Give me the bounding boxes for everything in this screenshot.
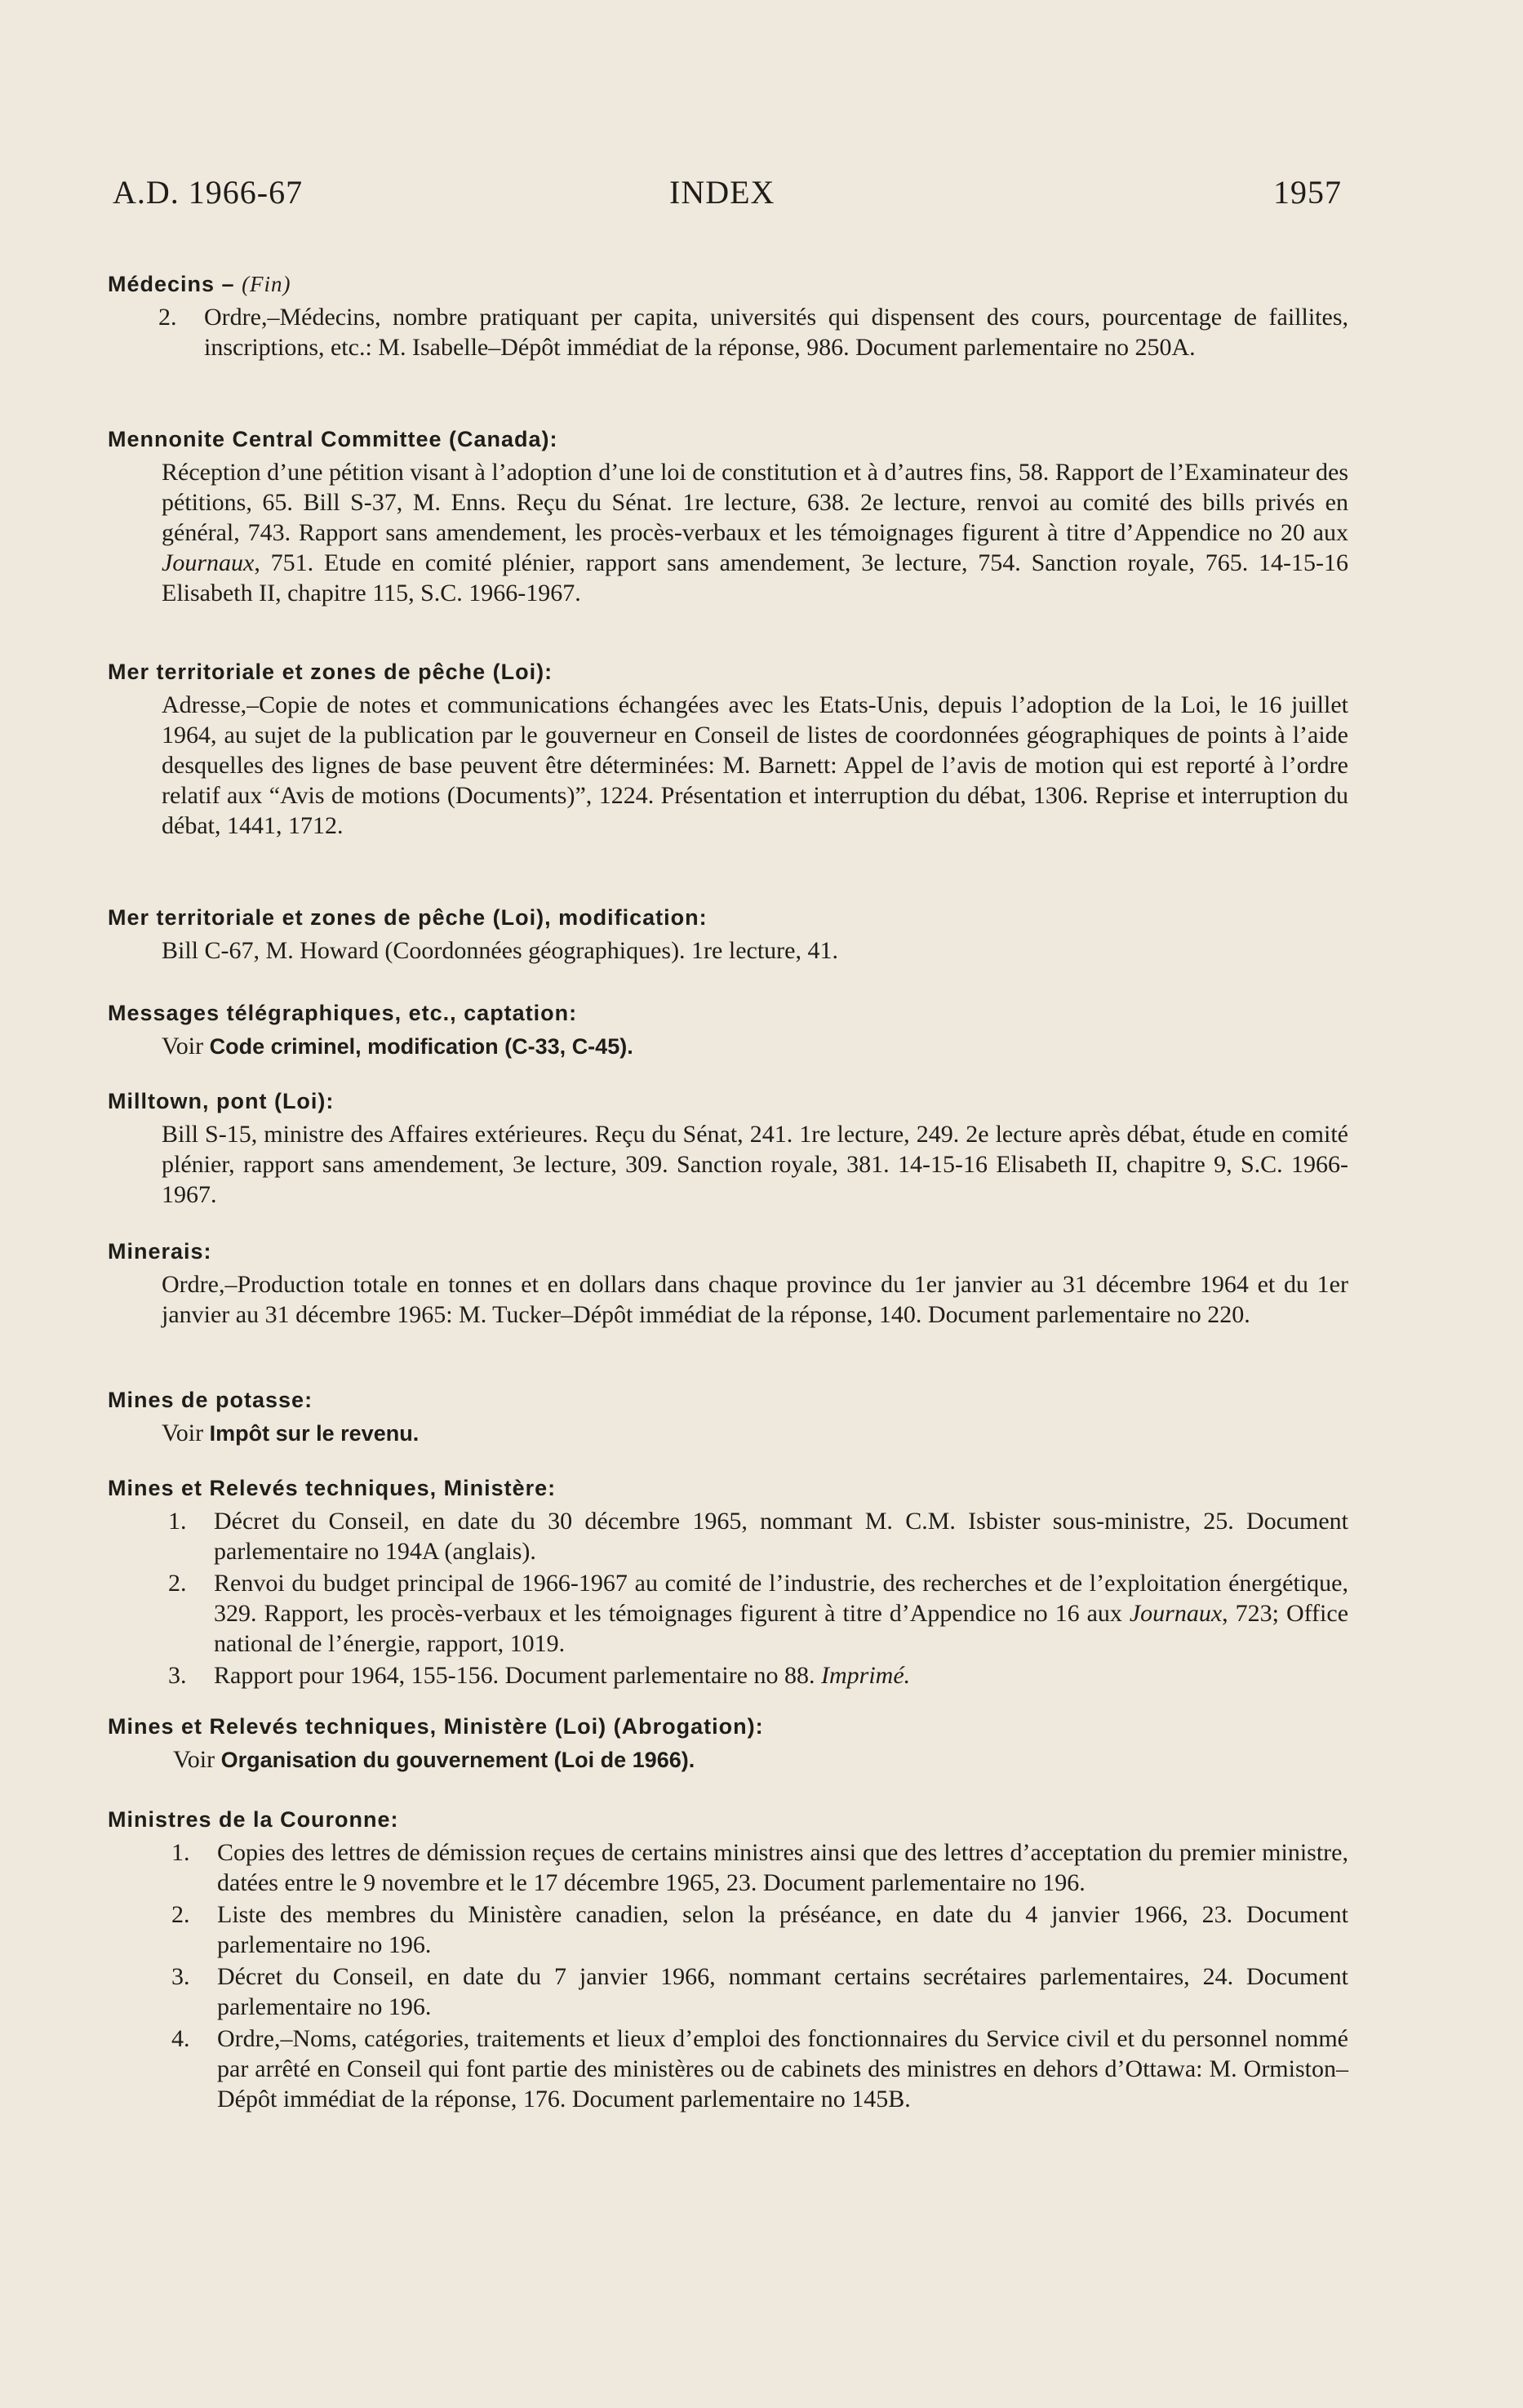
entry-medecins [108, 272, 1348, 364]
entry-mennonite [108, 427, 1348, 608]
entry-text: Bill C-67, M. Howard (Coordonnées géographiques). 1re lecture, 41. [162, 937, 838, 964]
cross-reference: Code criminel, modification (C-33, C-45). [209, 1034, 633, 1059]
running-head-title: INDEX [669, 174, 775, 211]
cross-reference: Organisation du gouvernement (Loi de 1966). [220, 1748, 695, 1772]
entry-mines-releves [108, 1476, 1348, 1692]
list-item: 2. Ordre,–Médecins, nombre pratiquant per capita, universités qui dispensent des cours, pourcentage de faillites, inscriptions, etc.: M. Isabelle–Dépôt immédiat de la réponse, 986. Document parlementaire no 250A. [158, 304, 1348, 361]
list-item: 1. Copies des lettres de démission reçues de certains ministres ainsi que des lettres d’acceptation du premier ministre, datées entre le 9 novembre et le 17 décembre 1965, 23. Document parlementaire no 196. [171, 1839, 1348, 1896]
list-item: 1. Décret du Conseil, en date du 30 décembre 1965, nommant M. C.M. Isbister sous-ministre, 25. Document parlementaire no 194A (anglais). [168, 1508, 1348, 1565]
entry-text: Voir Impôt sur le revenu. [162, 1419, 420, 1446]
entry-heading: Minerais: [108, 1239, 212, 1264]
entry-heading: Ministres de la Couronne: [108, 1807, 399, 1832]
entry-text: Bill S-15, ministre des Affaires extérieures. Reçu du Sénat, 241. 1re lecture, 249. 2e lecture après débat, étude en comité plénier, rapport sans amendement, 3e lecture, 309. Sanction royale, 381. 14-15-16 Elisabeth II, chapitre 9, S.C. 1966-1967. [162, 1121, 1348, 1208]
entry-mines-releves-loi [108, 1714, 1348, 1775]
entry-heading: Messages télégraphiques, etc., captation: [108, 1001, 578, 1025]
entry-heading: Mines et Relevés techniques, Ministère (Loi) (Abrogation): [108, 1714, 764, 1739]
list-item: 3. Décret du Conseil, en date du 7 janvier 1966, nommant certains secrétaires parlementaires, 24. Document parlementaire no 196. [171, 1963, 1348, 2020]
entry-text: Adresse,–Copie de notes et communications échangées avec les Etats-Unis, depuis l’adoption de la Loi, le 16 juillet 1964, au sujet de la publication par le gouverneur en Conseil de listes de coordonnées géographiques de points à l’aide desquelles des lignes de base peuvent être déterminées: M. Barnett: Appel de l’avis de motion qui est reporté à l’ordre relatif aux “Avis de motions (Documents)”, 1224. Présentation et interruption du débat, 1306. Reprise et interruption du débat, 1441, 1712. [162, 691, 1348, 839]
entry-mer-territoriale [108, 660, 1348, 841]
cross-reference: Impôt sur le revenu. [209, 1421, 420, 1446]
entry-heading: Mer territoriale et zones de pêche (Loi), modification: [108, 905, 708, 930]
entry-ministres [108, 1807, 1348, 2116]
entry-heading: Mer territoriale et zones de pêche (Loi): [108, 660, 553, 684]
entry-heading: Mennonite Central Committee (Canada): [108, 427, 558, 451]
entry-heading: Milltown, pont (Loi): [108, 1089, 335, 1113]
entry-heading: Mines et Relevés techniques, Ministère: [108, 1476, 557, 1500]
entry-text: Ordre,–Production totale en tonnes et en dollars dans chaque province du 1er janvier au 31 décembre 1964 et du 1er janvier au 31 décembre 1965: M. Tucker–Dépôt immédiat de la réponse, 140. Document parlementaire no 220. [162, 1271, 1348, 1328]
list-item: 4. Ordre,–Noms, catégories, traitements et lieux d’emploi des fonctionnaires du Service civil et du personnel nommé par arrêté en Conseil qui font partie des ministères ou de cabinets des ministres en dehors d’Ottawa: M. Ormiston–Dépôt immédiat de la réponse, 176. Document parlementaire no 145B. [171, 2025, 1348, 2113]
entry-milltown [108, 1089, 1348, 1210]
entry-text: Voir Organisation du gouvernement (Loi de 1966). [173, 1746, 695, 1773]
entry-heading: Mines de potasse: [108, 1388, 313, 1412]
list-item: 2. Liste des membres du Ministère canadien, selon la préséance, en date du 4 janvier 1966, 23. Document parlementaire no 196. [171, 1901, 1348, 1958]
page-number: 1957 [1273, 174, 1342, 211]
entry-heading: Médecins – (Fin) [108, 272, 291, 296]
entry-text: Voir Code criminel, modification (C-33, C-45). [162, 1033, 633, 1060]
entry-minerais [108, 1239, 1348, 1330]
list-item: 3. Rapport pour 1964, 155-156. Document parlementaire no 88. Imprimé. [168, 1662, 911, 1689]
entry-text: Réception d’une pétition visant à l’adoption d’une loi de constitution et à d’autres fins, 58. Rapport de l’Examinateur des pétitions, 65. Bill S-37, M. Enns. Reçu du Sénat. 1re lecture, 638. 2e lecture, renvoi au comité des bills privés en général, 743. Rapport sans amendement, les procès-verbaux et les témoignages figurent à titre d’Appendice no 20 aux Journaux, 751. Etude en comité plénier, rapport sans amendement, 3e lecture, 754. Sanction royale, 765. 14-15-16 Elisabeth II, chapitre 115, S.C. 1966-1967. [162, 459, 1348, 606]
entry-mer-territoriale-modification [108, 905, 1348, 966]
list-item: 2. Renvoi du budget principal de 1966-1967 au comité de l’industrie, des recherches et de l’exploitation énergétique, 329. Rapport, les procès-verbaux et les témoignages figurent à titre d’Appendice no 16 aux Journaux, 723; Office national de l’énergie, rapport, 1019. [168, 1570, 1349, 1657]
entry-mines-de-potasse [108, 1388, 1348, 1449]
entry-messages [108, 1001, 1348, 1062]
running-head-year: A.D. 1966-67 [113, 174, 304, 211]
